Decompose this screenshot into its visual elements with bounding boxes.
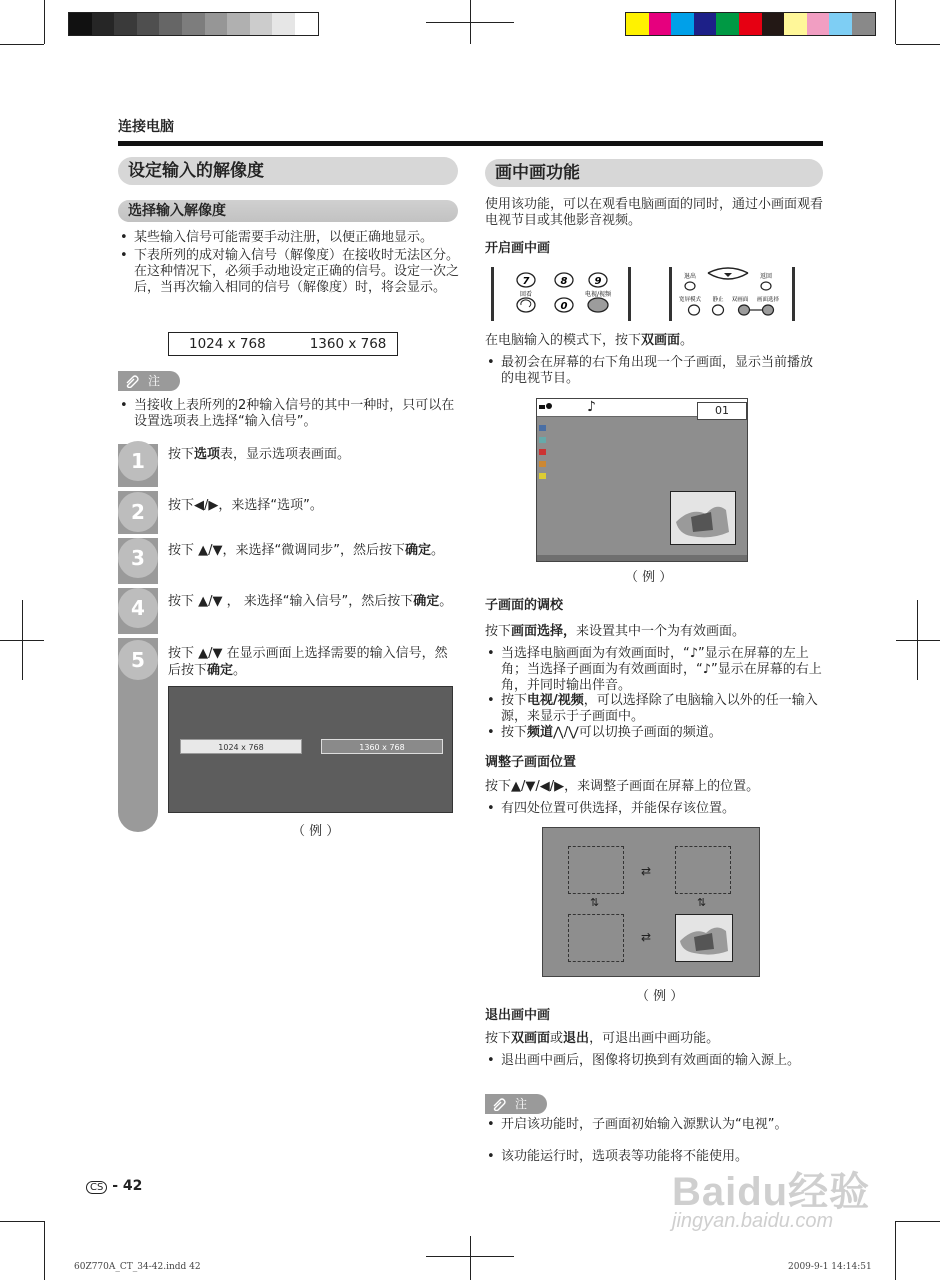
watermark-url: jingyan.baidu.com <box>672 1210 834 1232</box>
gray-swatch <box>205 13 228 35</box>
left-subtitle: 选择输入解像度 <box>118 200 458 222</box>
example-caption: （ 例 ） <box>625 570 673 585</box>
color-swatch <box>716 13 739 35</box>
right-title: 画中画功能 <box>485 159 823 187</box>
adjust-text: 按下画面选择，来设置其中一个为有效画面。 <box>485 624 746 639</box>
option-1024-button[interactable]: 1024 x 768 <box>180 739 302 754</box>
step-4-text: 按下 ▲/▼ ， 来选择“输入信号”，然后按下确定。 <box>168 594 453 609</box>
open-pip-text: 在电脑输入的模式下，按下双画面。 <box>485 333 694 348</box>
left-title: 设定输入的解像度 <box>118 157 458 185</box>
svg-text:静止: 静止 <box>712 297 724 303</box>
file-slug: 60Z770A_CT_34-42.indd 42 <box>74 1262 201 1272</box>
exit-heading: 退出画中画 <box>485 1008 551 1023</box>
paperclip-icon <box>124 374 140 388</box>
color-swatch <box>626 13 649 35</box>
color-swatch <box>671 13 694 35</box>
svg-text:9: 9 <box>594 276 602 287</box>
section-header: 连接电脑 <box>118 119 174 135</box>
pip-screen-example <box>536 398 748 562</box>
note-tag: 注 <box>485 1094 547 1114</box>
svg-text:7: 7 <box>522 276 530 287</box>
gray-swatch <box>69 13 92 35</box>
right-intro: 使用该功能，可以在观看电脑画面的同时，通过小画面观看电视节目或其他影音视频。 <box>485 197 824 228</box>
color-calibration-bar <box>625 12 876 36</box>
position-text: 按下▲/▼/◀/▶，来调整子画面在屏幕上的位置。 <box>485 779 760 794</box>
step-number: 2 <box>118 492 158 532</box>
gray-swatch <box>114 13 137 35</box>
remote-number-keys <box>491 267 631 321</box>
color-swatch <box>649 13 672 35</box>
table-cell: 1024 x 768 <box>189 336 266 352</box>
svg-text:宽屏模式: 宽屏模式 <box>678 297 702 303</box>
svg-text:回看: 回看 <box>519 291 533 298</box>
step-number: 4 <box>118 588 158 628</box>
svg-text:返回: 返回 <box>759 273 773 280</box>
adjust-bullet-3: • 按下频道⋀/⋁可以切换子画面的频道。 <box>487 725 825 741</box>
swap-vertical-icon: ⇅ <box>590 896 600 909</box>
color-swatch <box>762 13 785 35</box>
position-top-left <box>568 846 624 894</box>
color-swatch <box>694 13 717 35</box>
step-3-text: 按下 ▲/▼，来选择“微调同步”，然后按下确定。 <box>168 543 445 558</box>
svg-text:0: 0 <box>560 301 568 312</box>
gray-swatch <box>295 13 318 35</box>
svg-text:电视/视频: 电视/视频 <box>584 291 612 298</box>
timestamp-slug: 2009-9-1 14:14:51 <box>788 1262 872 1272</box>
swap-horizontal-icon: ⇄ <box>641 930 652 944</box>
header-rule <box>118 141 823 146</box>
position-heading: 调整子画面位置 <box>485 755 577 770</box>
adjust-bullet-1: • 当选择电脑画面为有效画面时，“♪”显示在屏幕的左上角；当选择子画面为有效画面时，“♪”显示在屏幕的右上角，并同时输出伴音。 <box>487 646 825 694</box>
position-bullet: • 有四处位置可供选择，并能保存该位置。 <box>487 801 825 817</box>
color-swatch <box>739 13 762 35</box>
swap-horizontal-icon: ⇄ <box>641 864 652 878</box>
svg-text:8: 8 <box>560 276 568 287</box>
note-tag: 注 <box>118 371 180 391</box>
color-swatch <box>807 13 830 35</box>
open-pip-bullet: • 最初会在屏幕的右下角出现一个子画面，显示当前播放的电视节目。 <box>487 355 825 387</box>
step-divider <box>118 487 158 491</box>
option-1360-button[interactable]: 1360 x 768 <box>321 739 443 754</box>
watermark-logo: Baidu经验 <box>672 1170 871 1214</box>
position-diagram <box>542 827 760 977</box>
sub-picture-image-icon <box>676 915 732 961</box>
step-number: 3 <box>118 538 158 578</box>
exit-text: 按下双画面或退出，可退出画中画功能。 <box>485 1031 720 1046</box>
left-note-text: • 当接收上表所列的2种输入信号的其中一种时，只可以在设置选项表上选择“输入信号”。 <box>120 398 460 430</box>
sub-picture <box>670 491 736 545</box>
taskbar <box>537 555 747 561</box>
gray-swatch <box>272 13 295 35</box>
color-swatch <box>852 13 875 35</box>
table-cell: 1360 x 768 <box>309 336 387 352</box>
grayscale-bar <box>68 12 319 36</box>
position-top-right <box>675 846 731 894</box>
step-number: 5 <box>118 640 158 680</box>
left-bullet-1: • 某些输入信号可能需要手动注册，以便正确地显示。 <box>120 230 460 246</box>
open-pip-heading: 开启画中画 <box>485 241 551 256</box>
color-swatch <box>784 13 807 35</box>
svg-text:退出: 退出 <box>683 273 697 280</box>
step-divider <box>118 634 158 638</box>
adjust-bullet-2: • 按下电视/视频，可以选择除了电脑输入以外的任一输入源，来显示于子画面中。 <box>487 693 825 725</box>
input-signal-screen <box>168 686 453 813</box>
svg-text:画面选择: 画面选择 <box>756 297 780 303</box>
page-number: CS - 42 <box>86 1178 142 1194</box>
remote-keypad-icon <box>494 267 628 321</box>
step-1-text: 按下选项表，显示选项表画面。 <box>168 447 351 462</box>
speaker-icon <box>539 401 553 411</box>
step-2-text: 按下◀/▶，来选择“选项”。 <box>168 498 323 513</box>
exit-bullet: • 退出画中画后，图像将切换到有效画面的输入源上。 <box>487 1053 825 1069</box>
adjust-heading: 子画面的调校 <box>485 598 564 613</box>
right-note-1: • 开启该功能时，子画面初始输入源默认为“电视”。 <box>487 1117 825 1133</box>
gray-swatch <box>250 13 273 35</box>
remote-function-keys <box>669 267 795 321</box>
gray-swatch <box>227 13 250 35</box>
position-bottom-right-active <box>675 914 733 962</box>
svg-text:双画面: 双画面 <box>731 297 749 303</box>
example-caption: （ 例 ） <box>636 989 684 1004</box>
example-caption: （ 例 ） <box>292 824 340 839</box>
left-bullet-2: • 下表所列的成对输入信号（解像度）在接收时无法区分。在这种情况下，必须手动地设定正确的信号。设定一次之后，当再次输入相同的信号（解像度）时，将会显示。 <box>120 248 460 296</box>
language-badge: CS <box>86 1181 107 1194</box>
gray-swatch <box>182 13 205 35</box>
music-note-icon: ♪ <box>587 399 596 415</box>
remote-buttons-icon <box>672 267 792 321</box>
swap-vertical-icon: ⇅ <box>697 896 707 909</box>
step-number: 1 <box>118 441 158 481</box>
sub-picture-image-icon <box>671 492 735 544</box>
channel-number: 01 <box>697 402 747 420</box>
resolution-table <box>168 332 398 356</box>
gray-swatch <box>159 13 182 35</box>
step-5-text: 按下 ▲/▼ 在显示画面上选择需要的输入信号，然后按下确定。 <box>168 646 448 678</box>
gray-swatch <box>92 13 115 35</box>
desktop-icons <box>539 425 547 485</box>
paperclip-icon <box>491 1097 507 1111</box>
color-swatch <box>829 13 852 35</box>
right-note-2: • 该功能运行时，选项表等功能将不能使用。 <box>487 1149 825 1165</box>
gray-swatch <box>137 13 160 35</box>
position-bottom-left <box>568 914 624 962</box>
